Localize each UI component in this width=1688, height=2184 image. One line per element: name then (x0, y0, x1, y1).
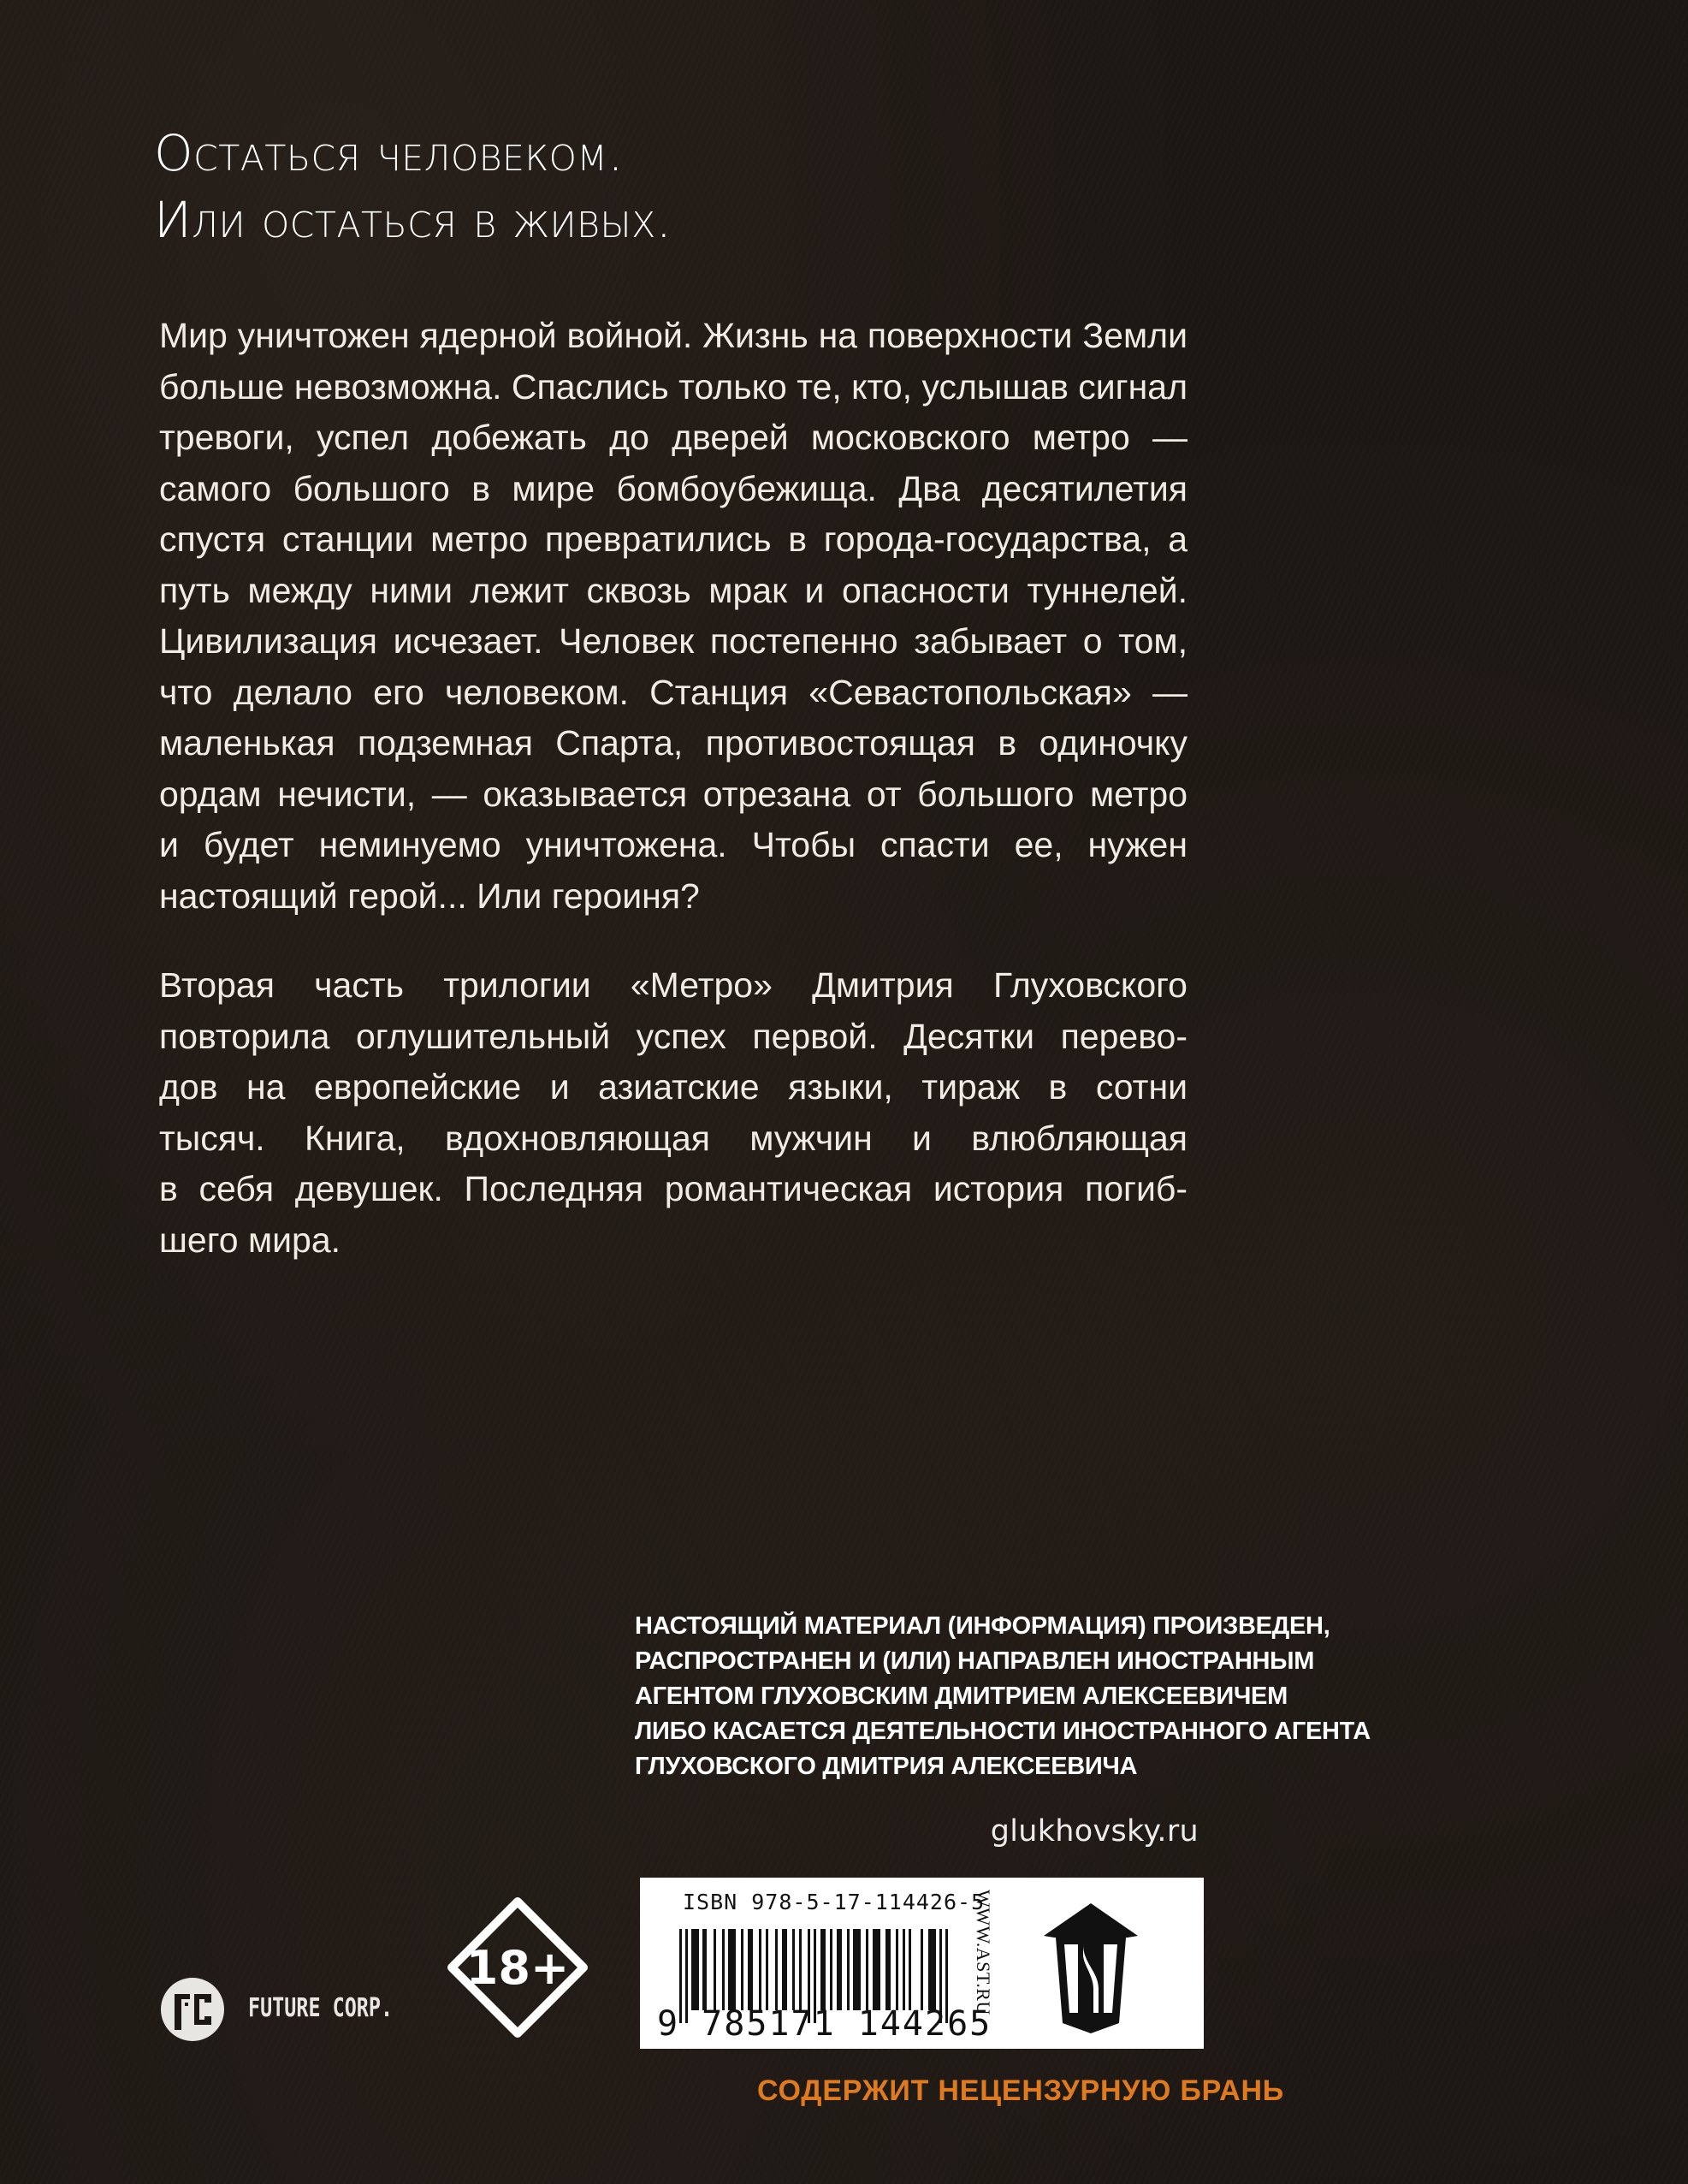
text-line: тревоги, успел добежать до дверей московского метро — (159, 418, 1188, 457)
notice-line: ЛИБО КАСАЕТСЯ ДЕЯТЕЛЬНОСТИ ИНОСТРАННОГО АГЕНТА (635, 1718, 1371, 1745)
text-line: больше невозможна. Спаслись только те, кто, услышав сигнал (159, 366, 1188, 407)
text-line: что делало его человеком. Станция «Севастопольская» — (159, 672, 1188, 712)
text-line: настоящий герой... Или героиня? (159, 875, 700, 916)
barcode-digits: 9 785171 144265 (657, 2004, 992, 2044)
publisher-url: WWW.AST.RU (973, 1890, 994, 2015)
barcode-panel (640, 1878, 1204, 2049)
isbn-label: ISBN 978-5-17-114426-5 (683, 1890, 986, 1914)
imprint-name: FUTURE CORP. (248, 1993, 394, 2023)
foreign-agent-notice (635, 1609, 1371, 1784)
notice-line: РАСПРОСТРАНЕН И (ИЛИ) НАПРАВЛЕН ИНОСТРАННЫМ (635, 1647, 1315, 1675)
text-line: Вторая часть трилогии «Метро» Дмитрия Глуховского (159, 965, 1188, 1005)
text-line: и будет неминуемо уничтожена. Чтобы спасти ее, нужен (159, 825, 1188, 864)
tagline-line-1: Остаться человеком. (154, 124, 625, 182)
description-paragraph-1 (159, 311, 1188, 922)
text-line: в себя девушек. Последняя романтическая история погиб- (159, 1169, 1188, 1208)
age-rating-label: 18+ (465, 1940, 570, 1995)
age-rating-badge (445, 1895, 590, 2040)
text-line: ордам нечисти, — оказывается отрезана от большого метро (159, 774, 1188, 814)
author-website: glukhovsky.ru (990, 1814, 1199, 1849)
text-line: путь между ними лежит сквозь мрак и опасности туннелей. (159, 570, 1188, 610)
text-line: шего мира. (159, 1220, 341, 1260)
text-line: повторила оглушительный успех первой. Десятки перево- (159, 1016, 1188, 1056)
tagline-title (154, 120, 1181, 253)
notice-line: АГЕНТОМ ГЛУХОВСКИМ ДМИТРИЕМ АЛЕКСЕЕВИЧЕМ (635, 1683, 1288, 1710)
text-line: Цивилизация исчезает. Человек постепенно забывает о том, (159, 621, 1188, 661)
future-corp-logo-icon (160, 1977, 225, 2042)
content-warning: СОДЕРЖИТ НЕЦЕНЗУРНУЮ БРАНЬ (757, 2074, 1285, 2107)
notice-line: ГЛУХОВСКОГО ДМИТРИЯ АЛЕКСЕЕВИЧА (635, 1753, 1138, 1780)
text-line: тысяч. Книга, вдохновляющая мужчин и влюбляющая (159, 1118, 1188, 1158)
text-line: маленькая подземная Спарта, противостоящая в одиночку (159, 723, 1188, 763)
text-line: самого большого в мире бомбоубежища. Два десятилетия (159, 468, 1188, 508)
text-line: Мир уничтожен ядерной войной. Жизнь на поверхности Земли (159, 316, 1188, 355)
notice-line: НАСТОЯЩИЙ МАТЕРИАЛ (ИНФОРМАЦИЯ) ПРОИЗВЕДЕН, (635, 1612, 1330, 1640)
tagline-line-2: Или остаться в живых. (154, 191, 672, 249)
text-line: спустя станции метро превратились в города-государства, а (159, 519, 1188, 559)
description-paragraph-2 (159, 960, 1188, 1266)
text-line: дов на европейские и азиатские языки, тираж в сотни (159, 1067, 1188, 1107)
lantern-zh-icon (1044, 1903, 1138, 2036)
